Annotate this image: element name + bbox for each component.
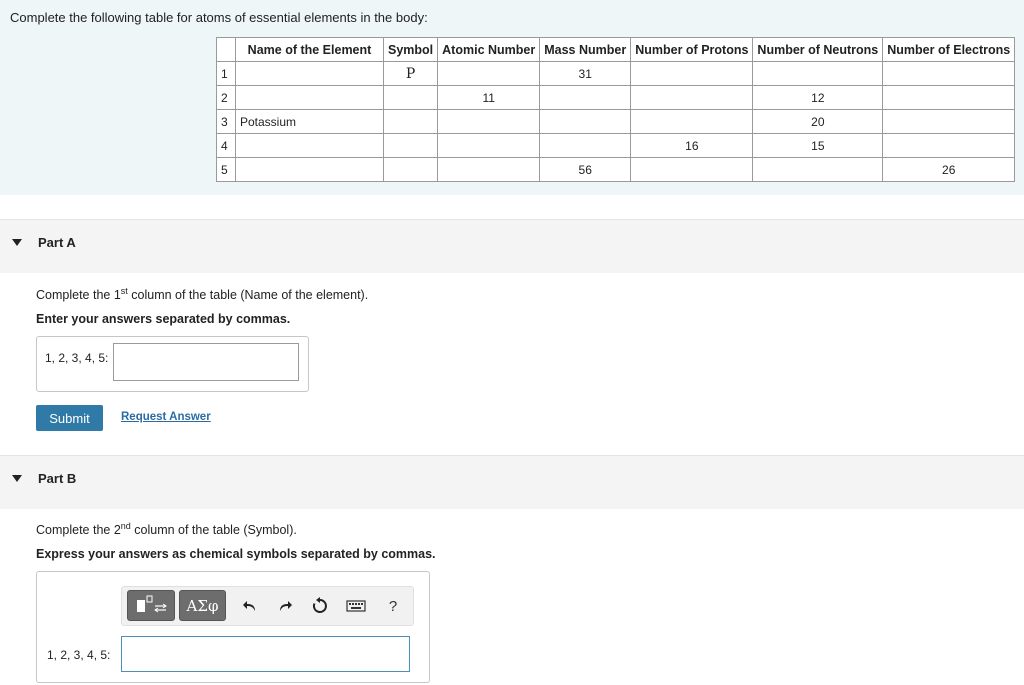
cell-mass: 56 [540,158,631,182]
part-b-question [36,520,297,537]
header-electrons: Number of Electrons [883,38,1015,62]
greek-symbols-button[interactable]: ΑΣφ [179,590,226,621]
template-button[interactable] [127,590,175,621]
cell-electrons [883,86,1015,110]
cell-mass [540,134,631,158]
cell-electrons: 26 [883,158,1015,182]
cell-protons [631,62,753,86]
part-a-answer-box [36,336,309,392]
cell-mass [540,110,631,134]
submit-button[interactable]: Submit [36,405,103,431]
table-corner [217,38,236,62]
part-a-question-pre: Complete the 1 [36,288,121,302]
table-row [217,110,1015,134]
redo-icon[interactable] [274,596,296,616]
header-name: Name of the Element [236,38,384,62]
triangle-down-icon[interactable] [12,239,22,246]
part-a-answer-input[interactable] [113,343,299,381]
header-neutrons: Number of Neutrons [753,38,883,62]
cell-electrons [883,134,1015,158]
part-b-header[interactable] [0,455,1024,509]
row-number: 2 [217,86,236,110]
part-a-input-label: 1, 2, 3, 4, 5: [45,351,109,365]
part-b-instruction: Express your answers as chemical symbols separated by commas. [36,547,436,561]
cell-mass [540,86,631,110]
row-number: 1 [217,62,236,86]
intro-text: Complete the following table for atoms of essential elements in the body: [10,10,428,25]
cell-mass: 31 [540,62,631,86]
header-atomic-number: Atomic Number [438,38,540,62]
keyboard-icon[interactable] [345,596,367,616]
cell-neutrons [753,158,883,182]
part-a-question-post: column of the table (Name of the element). [127,288,369,302]
triangle-down-icon[interactable] [12,475,22,482]
cell-electrons [883,110,1015,134]
cell-name: Potassium [236,110,384,134]
request-answer-link[interactable]: Request Answer [121,411,211,423]
help-icon[interactable]: ? [388,597,398,615]
part-b-question-pre: Complete the 2 [36,523,121,537]
table-header-row [217,38,1015,62]
reset-icon[interactable] [309,596,331,616]
elements-table [216,37,1015,182]
cell-protons [631,110,753,134]
row-number: 4 [217,134,236,158]
cell-symbol: P [384,62,438,86]
part-a-header[interactable] [0,219,1024,273]
row-number: 5 [217,158,236,182]
cell-name [236,86,384,110]
cell-protons [631,86,753,110]
row-number: 3 [217,110,236,134]
part-b-question-sup: nd [120,520,131,531]
part-b-answer-box [36,571,430,683]
table-row [217,86,1015,110]
part-b-title: Part B [38,471,77,486]
cell-symbol [384,158,438,182]
part-b-answer-input[interactable] [121,636,410,672]
cell-neutrons [753,62,883,86]
cell-symbol [384,110,438,134]
part-a-question-sup: st [120,285,128,296]
cell-protons [631,158,753,182]
template-icon [128,591,174,620]
math-toolbar [121,586,414,626]
cell-neutrons: 20 [753,110,883,134]
header-symbol: Symbol [384,38,438,62]
cell-symbol [384,86,438,110]
cell-atomic: 11 [438,86,540,110]
cell-electrons [883,62,1015,86]
table-row [217,158,1015,182]
cell-name [236,134,384,158]
part-a-instruction: Enter your answers separated by commas. [36,312,291,326]
undo-icon[interactable] [239,596,261,616]
cell-atomic [438,158,540,182]
cell-name [236,158,384,182]
part-b-input-label: 1, 2, 3, 4, 5: [47,648,111,662]
table-row [217,134,1015,158]
intro-section [0,0,1024,195]
cell-symbol [384,134,438,158]
part-a-title: Part A [38,235,76,250]
part-b-question-post: column of the table (Symbol). [130,523,297,537]
cell-atomic [438,110,540,134]
cell-atomic [438,62,540,86]
part-a-question [36,285,369,302]
cell-name [236,62,384,86]
cell-protons: 16 [631,134,753,158]
header-protons: Number of Protons [631,38,753,62]
header-mass-number: Mass Number [540,38,631,62]
cell-neutrons: 12 [753,86,883,110]
cell-atomic [438,134,540,158]
table-row [217,62,1015,86]
cell-neutrons: 15 [753,134,883,158]
